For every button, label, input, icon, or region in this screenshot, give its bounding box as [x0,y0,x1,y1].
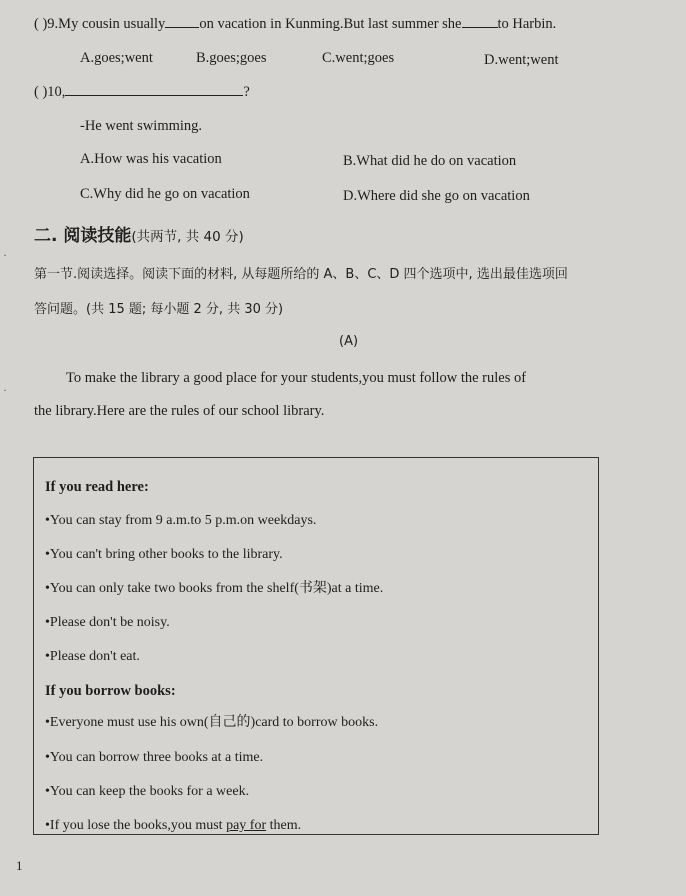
section-score-note: (共两节, 共 40 分) [131,229,244,245]
rule-item: •You can only take two books from the shelf(书架)at a time. [45,581,384,596]
option-c: C.Why did he go on vacation [80,186,250,202]
rule-item: •You can keep the books for a week. [45,784,250,799]
option-a: A.goes;went [80,50,153,66]
question-9-stem: ( )9.My cousin usually on vacation in Kunming.But last summer she to Harbin. [34,16,557,32]
rule-item-last: •If you lose the books,you must pay for them. [45,818,302,833]
question-number: 10, [47,84,66,100]
scan-speck: · [3,383,7,397]
section-instructions-line1: 第一节.阅读选择。阅读下面的材料, 从每题所给的 A、B、C、D 四个选项中, 选出最佳选项回 [34,267,568,282]
option-b: B.What did he do on vacation [343,153,517,169]
section-heading: 二. 阅读技能(共两节, 共 40 分) [34,226,244,246]
answer-blank [165,15,199,28]
rule-item: •Everyone must use his own(自己的)card to borrow books. [45,715,379,730]
question-10-stem: ( )10, ? [34,84,250,100]
page-number: 1 [16,858,23,873]
rule-item: •You can stay from 9 a.m.to 5 p.m.on weekdays. [45,513,317,528]
section-instructions-line2: 答问题。(共 15 题; 每小题 2 分, 共 30 分) [34,302,284,317]
rule-item: •Please don't be noisy. [45,615,170,630]
answer-blank [462,15,498,28]
rule-item: •You can borrow three books at a time. [45,750,264,765]
answer-paren: ( ) [34,84,48,100]
question-number: 9. [47,16,59,32]
dialogue-answer: -He went swimming. [80,118,203,134]
underlined-phrase: pay for [226,818,267,833]
passage-label: (A) [339,334,359,349]
passage-line-1: To make the library a good place for your students,you must follow the rules of [66,370,527,386]
rules-read-heading: If you read here: [45,479,149,495]
option-a: A.How was his vacation [80,151,222,167]
answer-blank [65,83,243,96]
option-c: C.went;goes [322,50,395,66]
option-d: D.Where did she go on vacation [343,188,530,204]
scan-speck: · [3,248,7,262]
option-d: D.went;went [484,52,559,68]
answer-paren: ( ) [34,16,48,32]
passage-line-2: the library.Here are the rules of our school library. [34,403,325,419]
rules-borrow-heading: If you borrow books: [45,683,176,699]
rule-item: •You can't bring other books to the library. [45,547,283,562]
option-b: B.goes;goes [196,50,267,66]
rule-item: •Please don't eat. [45,649,140,664]
